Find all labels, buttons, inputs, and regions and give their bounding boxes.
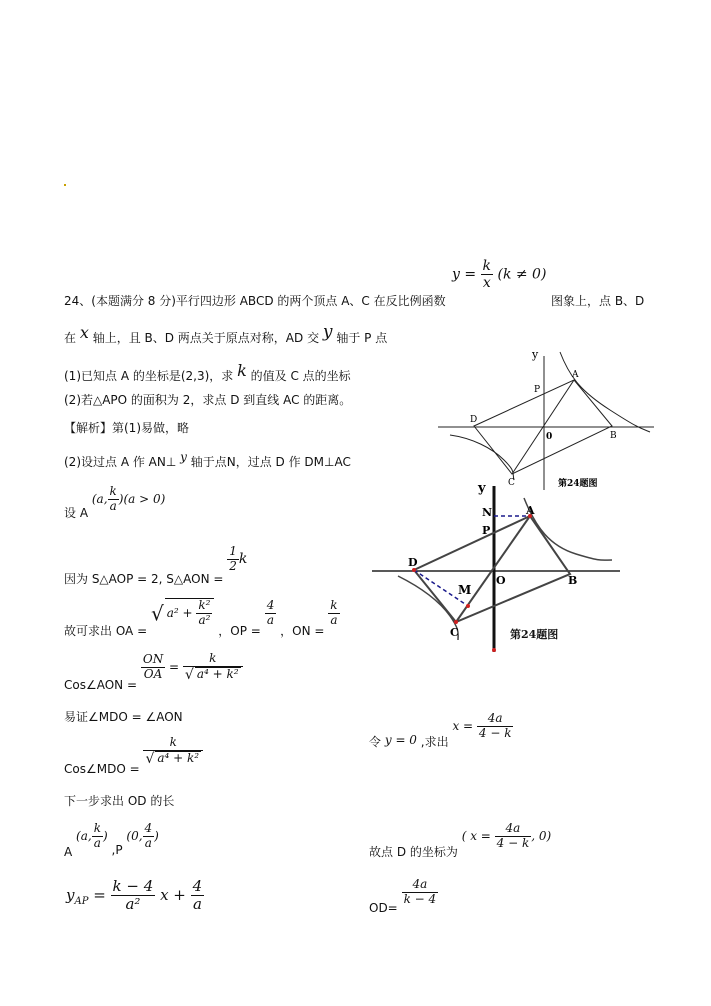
label-d: D [408,556,418,569]
on-formula: $\frac{k}{a}$ [330,598,338,627]
figure-1-caption: 第24题图 [558,479,598,489]
question-2: (2)若△APO 的面积为 2，求点 D 到直线 AC 的距离。 [64,393,352,407]
x-symbol: x [79,323,89,342]
point-d-coords: ( x = $\frac{4a}{4 - k}$ , 0) [461,821,552,850]
label-d: D [470,415,478,425]
cos-aon-formula: $\frac{ON}{OA}$ = $\frac{k}{\text{√ a⁴ + k²}}$ [141,660,243,674]
label-o: 0 [546,432,553,442]
label-b: B [610,431,617,441]
solution-step-8: 下一步求出 OD 的长 [64,794,175,808]
problem-line-1 [64,292,446,309]
od-formula: $\frac{4a}{k - 4}$ [403,877,437,906]
label-p: P [482,524,491,537]
point-c [454,620,458,624]
right-step-1: 令 y = 0 ,求出 x = $\frac{4a}{4 - k}$ [369,711,512,749]
solution-step-2: 设 A (a, $\frac{k}{a}$ )(a > 0) [64,484,166,520]
solution-step-6: 易证∠MDO = ∠AON [64,710,183,724]
label-o: O [496,574,506,587]
point-p-coords: (0, $\frac{4}{a}$ ) [126,821,159,850]
label-y: y [478,481,486,496]
solution-step-3: 因为 S△AOP = 2, S△AON = $\frac{1}{2}$ k [64,544,248,586]
point-m [466,604,470,608]
problem-line-1-tail: 图象上，点 B、D [551,294,645,308]
line-ap-equation: $y_{AP}$ = $\frac{k - 4}{\text{a²}}$ x + $\frac{4}{a}$ [66,877,203,914]
label-p: P [534,385,541,395]
figure-2 [370,476,626,656]
hyperbola-upper [524,498,612,560]
solution-step-7: Cos∠MDO = $\frac{k}{\text{√ a⁴ + k²}}$ [64,736,203,776]
right-step-2: 故点 D 的坐标为 ( x = $\frac{4a}{4 - k}$ , 0) [369,821,552,859]
point-a-formula: (a, $\frac{k}{a}$ )(a > 0) [91,484,166,513]
right-step-3: OD= $\frac{4a}{k - 4}$ [369,877,437,915]
stray-dot [64,184,66,186]
label-b: B [568,574,578,587]
solution-step-5: Cos∠AON = $\frac{ON}{OA}$ = $\frac{k}{\text{√ a⁴ + k²}}$ [64,652,243,692]
label-y: y [532,348,539,361]
point-a-coords: (a, $\frac{k}{a}$ ) [76,821,108,850]
cos-mdo-formula: $\frac{k}{\text{√ a⁴ + k²}}$ [143,736,203,767]
x-intercept-formula: x = $\frac{4a}{4 - k}$ [452,711,512,740]
problem-line-1-text: 24、(本题满分 8 分)平行四边形 ABCD 的两个顶点 A、C 在反比例函数 [64,294,446,308]
oa-formula: √ a² + $\frac{\text{k²}}{\text{a²}}$ [151,606,218,620]
k-symbol: k [237,361,247,380]
y-symbol: y [322,322,333,342]
op-formula: $\frac{4}{a}$ [266,598,275,627]
label-c: C [508,478,515,488]
hyperbola-branch-lower [450,435,514,480]
question-1: (1)已知点 A 的坐标是(2,3)，求 k 的值及 C 点的坐标 [64,361,351,383]
problem-line-2: 在 x 轴上，且 B、D 两点关于原点对称，AD 交 y 轴于 P 点 [64,322,388,345]
figure-2-caption: 第24题图 [510,628,559,641]
label-a: A [526,504,535,517]
label-n: N [482,506,493,519]
solution-step-4: 故可求出 OA = √ a² + $\frac{\text{k²}}{\text{a²}}$ ，OP = $\frac{4}{a}$ ，ON = $\frac{k}{a}$ [64,598,338,638]
hyperbola-branch-upper [560,352,650,432]
half-k-formula: $\frac{1}{2}$ k [229,544,248,573]
solution-step-1: (2)设过点 A 作 AN⊥ y 轴于点N，过点 D 作 DM⊥AC [64,450,351,469]
point-bottom [492,648,496,652]
label-c: C [450,626,459,639]
label-m: M [458,583,472,597]
solution-step-9: A (a, $\frac{k}{a}$ ) ,P (0, $\frac{4}{a}$ ) [64,821,159,859]
label-a: A [572,370,579,380]
inverse-function-formula: y = $\frac{k}{x}$ (k ≠ 0) [452,258,547,292]
solution-heading: 【解析】第(1)易做，略 [64,421,189,435]
